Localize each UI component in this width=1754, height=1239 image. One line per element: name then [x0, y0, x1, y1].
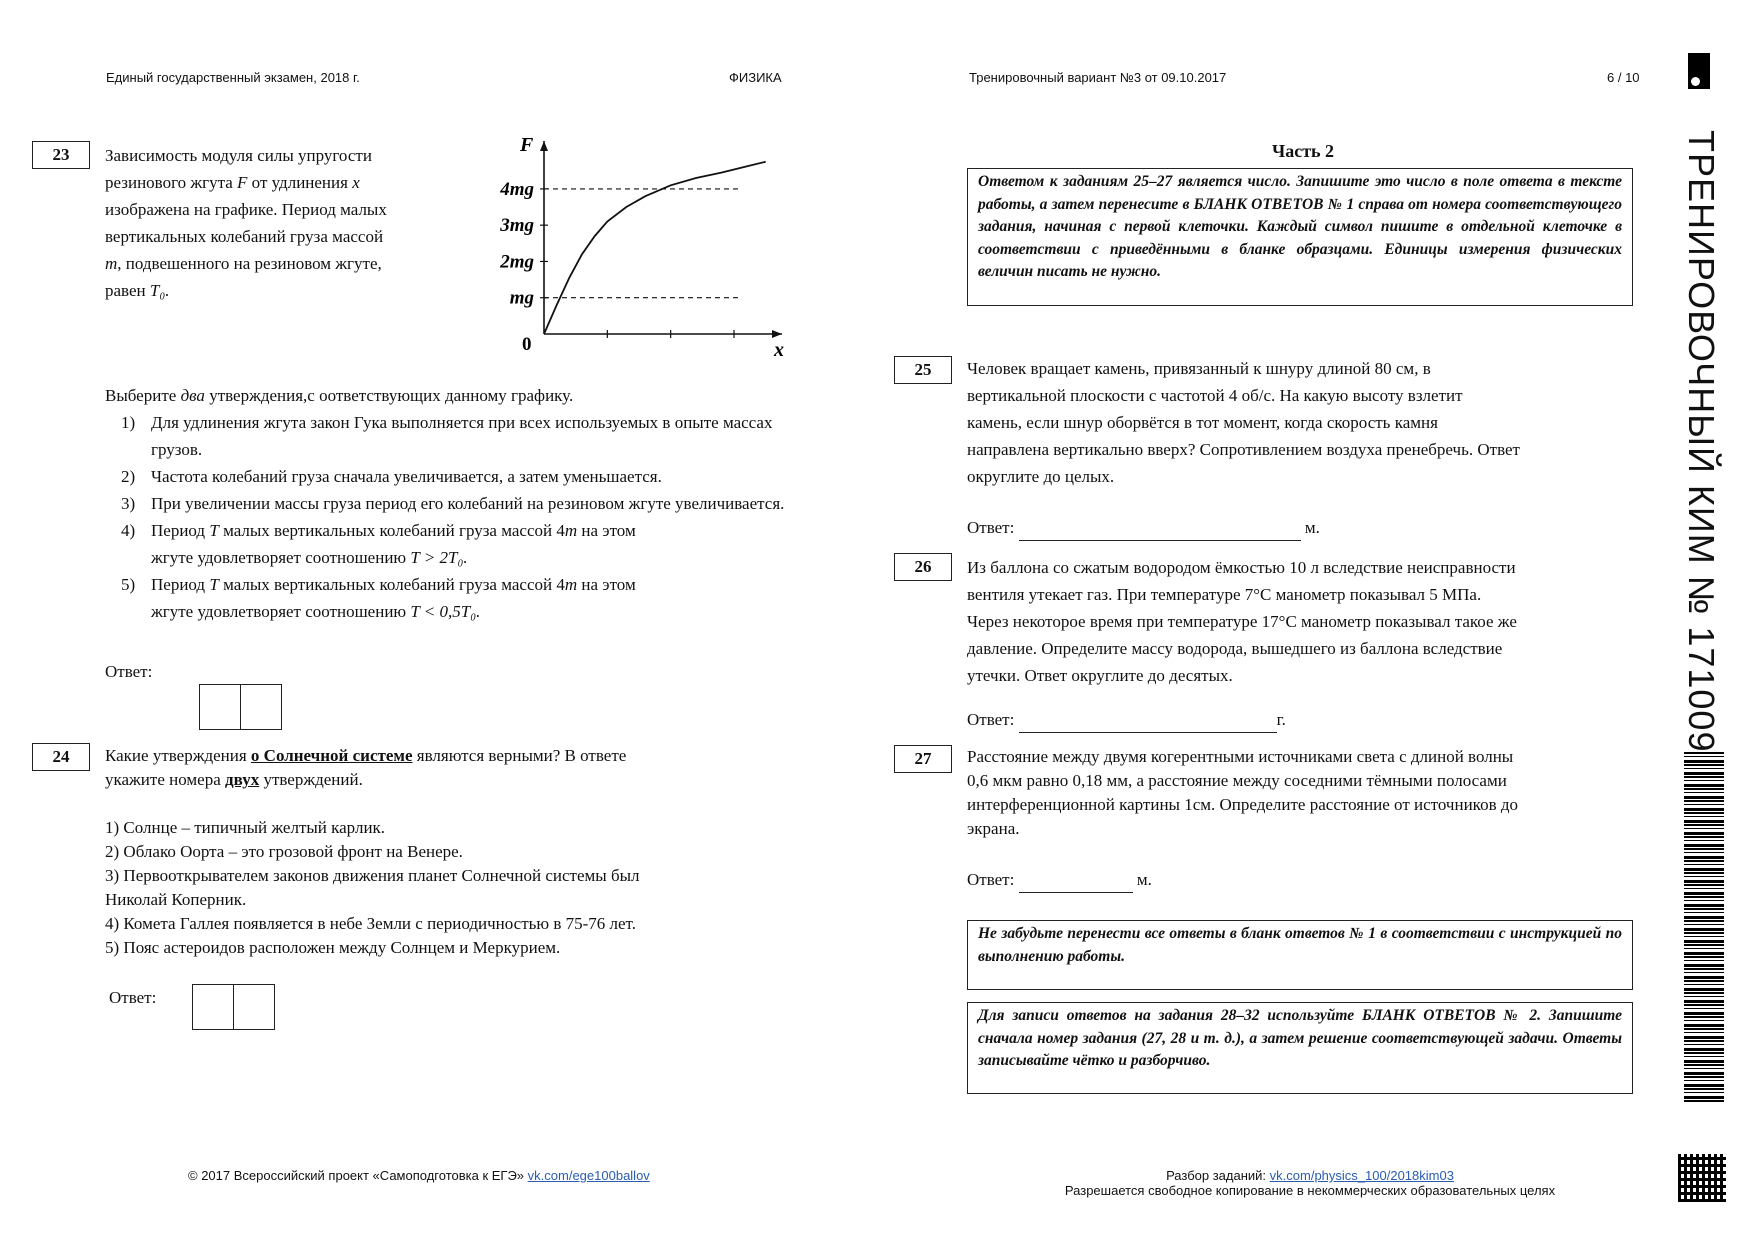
q23-option-5: 5) Период T малых вертикальных колебаний груза массой 4m на этом жгуте удовлетворяет соотношению T < 0,5T₀. [121, 575, 636, 621]
header-subject: ФИЗИКА [729, 70, 782, 85]
qr-code [1678, 1154, 1726, 1202]
q25-answer: Ответ: м. [967, 514, 1320, 541]
q23-intro-line3: изображена на графике. Период малых [105, 200, 387, 219]
blank2-box: Для записи ответов на задания 28–32 используйте БЛАНК ОТВЕТОВ № 2. Запишите сначала номер задания (27, 28 и т. д.), а затем решение соответствующей задачи. Ответы записывайте чётко и разборчиво. [967, 1002, 1633, 1094]
q23-answer-label: Ответ: [105, 662, 153, 681]
x-axis-label: x [774, 339, 784, 360]
q25-text: Человек вращает камень, привязанный к шнуру длиной 80 см, в вертикальной плоскости с частотой 4 об/с. На какую высоту взлетит камень, если шнур оборвётся в тот момент, когда скорость камня направлена вертикально вверх? Сопротивлением воздуха пренебречь. Ответ округлите до целых. [967, 359, 1520, 486]
barcode [1684, 752, 1724, 1102]
q26-number: 26 [894, 553, 952, 581]
q24-text: Какие утверждения о Солнечной системе являются верными? В ответе укажите номера двух утверждений. [105, 746, 627, 789]
q23-intro-line5: m, подвешенного на резиновом жгуте, [105, 254, 382, 273]
q26-answer-line[interactable] [1019, 714, 1277, 733]
q26-answer: Ответ: г. [967, 706, 1286, 733]
q24-option-4: 4) Комета Галлея появляется в небе Земли с периодичностью в 75-76 лет. [105, 914, 636, 933]
q23-intro-line1: Зависимость модуля силы упругости [105, 146, 372, 165]
q23-intro [105, 142, 465, 304]
part2-title: Часть 2 [1272, 141, 1335, 161]
force-curve [544, 162, 766, 334]
q23-option-2: 2) Частота колебаний груза сначала увеличивается, а затем уменьшается. [121, 467, 662, 486]
q24-answer-box[interactable] [192, 984, 275, 1030]
q24-answer-label: Ответ: [109, 988, 157, 1007]
q23-graph [470, 130, 800, 360]
origin-label: 0 [522, 334, 532, 355]
q24-option-2: 2) Облако Оорта – это грозовой фронт на Венере. [105, 842, 463, 861]
q23-option-4: 4) Период T малых вертикальных колебаний груза массой 4m на этом жгуте удовлетворяет соотношению T > 2T₀. [121, 521, 636, 567]
q23-option-3: 3) При увеличении массы груза период его колебаний на резиновом жгуте увеличивается. [121, 494, 785, 513]
q27-text: Расстояние между двумя когерентными источниками света с длиной волны 0,6 мкм равно 0,18 мм, а расстояние между соседними тёмными полосами интерференционной картины 1см. Определите расстояние от источников до экрана. [967, 747, 1518, 838]
q23-option-1: 1) Для удлинения жгута закон Гука выполняется при всех используемых в опыте массах грузов. [121, 413, 773, 459]
header-variant: Тренировочный вариант №3 от 09.10.2017 [969, 70, 1227, 85]
q27-answer-line[interactable] [1019, 874, 1133, 893]
y-axis-arrow [540, 141, 548, 151]
q23-answer-box[interactable] [199, 684, 282, 730]
y-axis-label: F [520, 134, 534, 156]
q24-option-1: 1) Солнце – типичный желтый карлик. [105, 818, 386, 837]
q23-intro-line4: вертикальных колебаний груза массой [105, 227, 384, 246]
q24-option-3: 3) Первооткрывателем законов движения планет Солнечной системы был [105, 866, 640, 885]
header-exam: Единый государственный экзамен, 2018 г. [106, 70, 360, 85]
y-tick-label: 2mg [500, 251, 534, 273]
q27-number: 27 [894, 745, 952, 773]
header-page: 6 / 10 [1607, 70, 1640, 85]
x-axis-arrow [772, 330, 782, 338]
footer-left-link[interactable]: vk.com/ege100ballov [527, 1168, 650, 1183]
q23-intro-line6: равен T₀. [105, 281, 170, 300]
q24-number: 24 [32, 743, 90, 771]
footer-left: © 2017 Всероссийский проект «Самоподготовка к ЕГЭ» vk.com/ege100ballov [188, 1168, 650, 1183]
q24-option-3-cont: Николай Коперник. [105, 890, 247, 909]
q25-number: 25 [894, 356, 952, 384]
y-tick-label: 4mg [500, 178, 534, 200]
y-tick-label: mg [509, 287, 534, 309]
footer-right: Разбор заданий: vk.com/physics_100/2018kim03 Разрешается свободное копирование в некоммерческих образовательных целях [1030, 1168, 1590, 1198]
q24-options [105, 816, 805, 960]
reminder-box: Не забудьте перенести все ответы в бланк ответов № 1 в соответствии с инструкцией по выполнению работы. [967, 920, 1633, 990]
q23-options [105, 409, 795, 625]
q23-choose: Выберите два утверждения,с оответствующих данному графику. [105, 386, 574, 405]
q25-answer-line[interactable] [1019, 522, 1301, 541]
q23-intro-line2: резинового жгута F от удлинения x [105, 173, 360, 192]
q23-number: 23 [32, 141, 90, 169]
corner-marker [1688, 53, 1710, 89]
y-tick-label: 3mg [500, 215, 534, 237]
footer-right-link[interactable]: vk.com/physics_100/2018kim03 [1269, 1168, 1454, 1183]
side-title: ТРЕНИРОВОЧНЫЙ КИМ № 171009 [1681, 130, 1722, 753]
q27-answer: Ответ: м. [967, 866, 1152, 893]
q24-option-5: 5) Пояс астероидов расположен между Солнцем и Меркурием. [105, 938, 561, 957]
footer-copy-note: Разрешается свободное копирование в некоммерческих образовательных целях [1064, 1183, 1556, 1198]
part2-instruction: Ответом к заданиям 25–27 является число. Запишите это число в поле ответа в тексте работы, а затем перенесите в БЛАНК ОТВЕТОВ № 1 справа от номера соответствующего задания, начиная с первой клеточки. Каждый символ пишите в отдельной клеточке в соответствии с приведёнными в бланке образцами. Единицы измерения физических величин писать не нужно. [967, 168, 1633, 306]
q26-text: Из баллона со сжатым водородом ёмкостью 10 л вследствие неисправности вентиля утекает газ. При температуре 7°С манометр показывал 5 МПа. Через некоторое время при температуре 17°С манометр показывал такое же давление. Определите массу водорода, вышедшего из баллона вследствие утечки. Ответ округлите до десятых. [967, 558, 1517, 685]
